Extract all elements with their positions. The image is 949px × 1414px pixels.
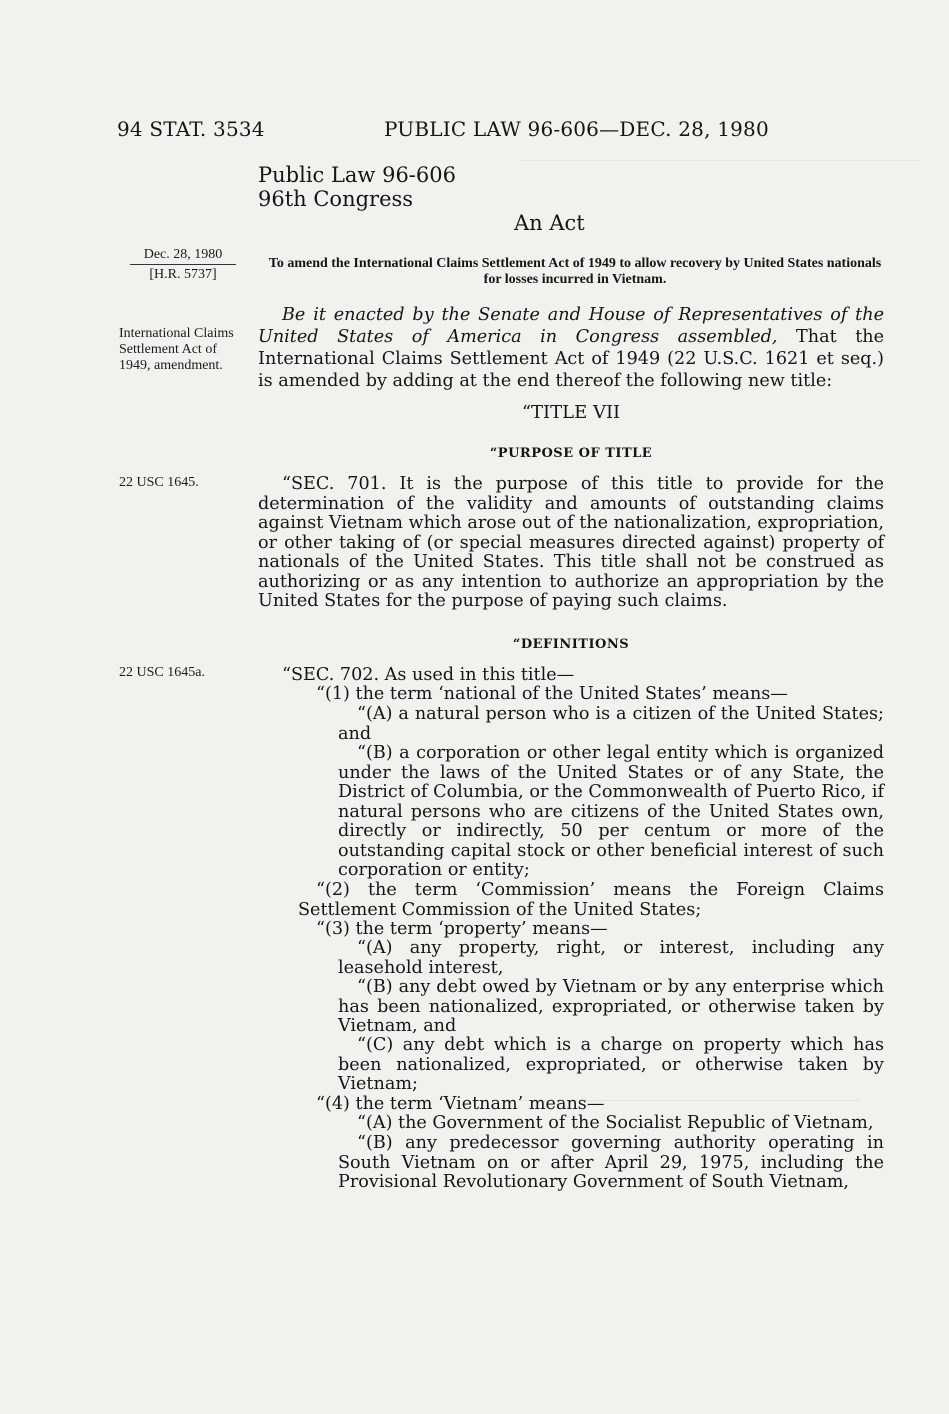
definition-3: “(3) the term ‘property’ means— bbox=[316, 919, 608, 939]
definition-3c: “(C) any debt which is a charge on property which has been nationalized, expropriated, or otherwise taken by Vietnam; bbox=[338, 1035, 884, 1094]
definition-3a: “(A) any property, right, or interest, including any leasehold interest, bbox=[338, 938, 884, 978]
section-702-intro: “SEC. 702. As used in this title— bbox=[282, 665, 575, 685]
definition-4b: “(B) any predecessor governing authority operating in South Vietnam on or after April 29, 1975, including the Provisional Revolutionary Government of South Vietnam, bbox=[338, 1133, 884, 1192]
margin-bill-number: [H.R. 5737] bbox=[149, 267, 217, 282]
definition-1a: “(A) a natural person who is a citizen of the United States; and bbox=[338, 704, 884, 744]
enacting-clause-rest: That the International Claims Settlement Act of 1949 (22 U.S.C. 1621 et seq.) is amended by adding at the end thereof the following new title: bbox=[258, 327, 885, 391]
definition-1b: “(B) a corporation or other legal entity which is organized under the laws of the United States or of any State, the District of Columbia, or the Commonwealth of Puerto Rico, if natural persons who are citizens of the United States own, directly or indirectly, 50 per centum or more of the outstanding capital stock or other beneficial interest of such corporation or entity; bbox=[338, 743, 884, 880]
definition-3b: “(B) any debt owed by Vietnam or by any enterprise which has been nationalized, expropriated, or otherwise taken by Vietnam, and bbox=[338, 977, 884, 1036]
definition-1: “(1) the term ‘national of the United States’ means— bbox=[316, 684, 788, 704]
act-label: An Act bbox=[514, 211, 585, 235]
margin-usc-1645a: 22 USC 1645a. bbox=[119, 665, 205, 680]
margin-date: Dec. 28, 1980 bbox=[130, 247, 236, 265]
enacting-clause-italic: Be it enacted by the Senate and House of Representatives of the United States of America in Congress assembled, bbox=[258, 305, 884, 347]
public-law-title: Public Law 96-606 bbox=[258, 163, 456, 187]
running-title: PUBLIC LAW 96-606—DEC. 28, 1980 bbox=[384, 117, 769, 141]
definition-4a: “(A) the Government of the Socialist Republic of Vietnam, bbox=[357, 1113, 874, 1133]
stat-page-number: 94 STAT. 3534 bbox=[117, 117, 265, 141]
act-purpose: To amend the International Claims Settlement Act of 1949 to allow recovery by United States nationals for losses incurred in Vietnam. bbox=[268, 256, 882, 287]
bleed-through-texture bbox=[520, 160, 920, 251]
purpose-heading: “PURPOSE OF TITLE bbox=[489, 446, 653, 461]
definition-2: “(2) the term ‘Commission’ means the Foreign Claims Settlement Commission of the United States; bbox=[298, 880, 884, 920]
title-vii-heading: “TITLE VII bbox=[521, 402, 621, 423]
congress-label: 96th Congress bbox=[258, 187, 414, 211]
definition-4: “(4) the term ‘Vietnam’ means— bbox=[316, 1094, 605, 1114]
enacting-clause bbox=[258, 304, 884, 392]
margin-usc-1645: 22 USC 1645. bbox=[119, 475, 199, 490]
section-701: “SEC. 701. It is the purpose of this title to provide for the determination of the validity and amounts of outstanding claims against Vietnam which arose out of the nationalization, expropriation, or other taking of (or special measures directed against) property of nationals of the United States. This title shall not be construed as authorizing or as any intention to authorize an appropriation by the United States for the purpose of paying such claims. bbox=[258, 474, 884, 611]
definitions-heading: “DEFINITIONS bbox=[512, 637, 630, 652]
margin-amendment-note: International Claims Settlement Act of 1949, amendment. bbox=[119, 326, 234, 373]
